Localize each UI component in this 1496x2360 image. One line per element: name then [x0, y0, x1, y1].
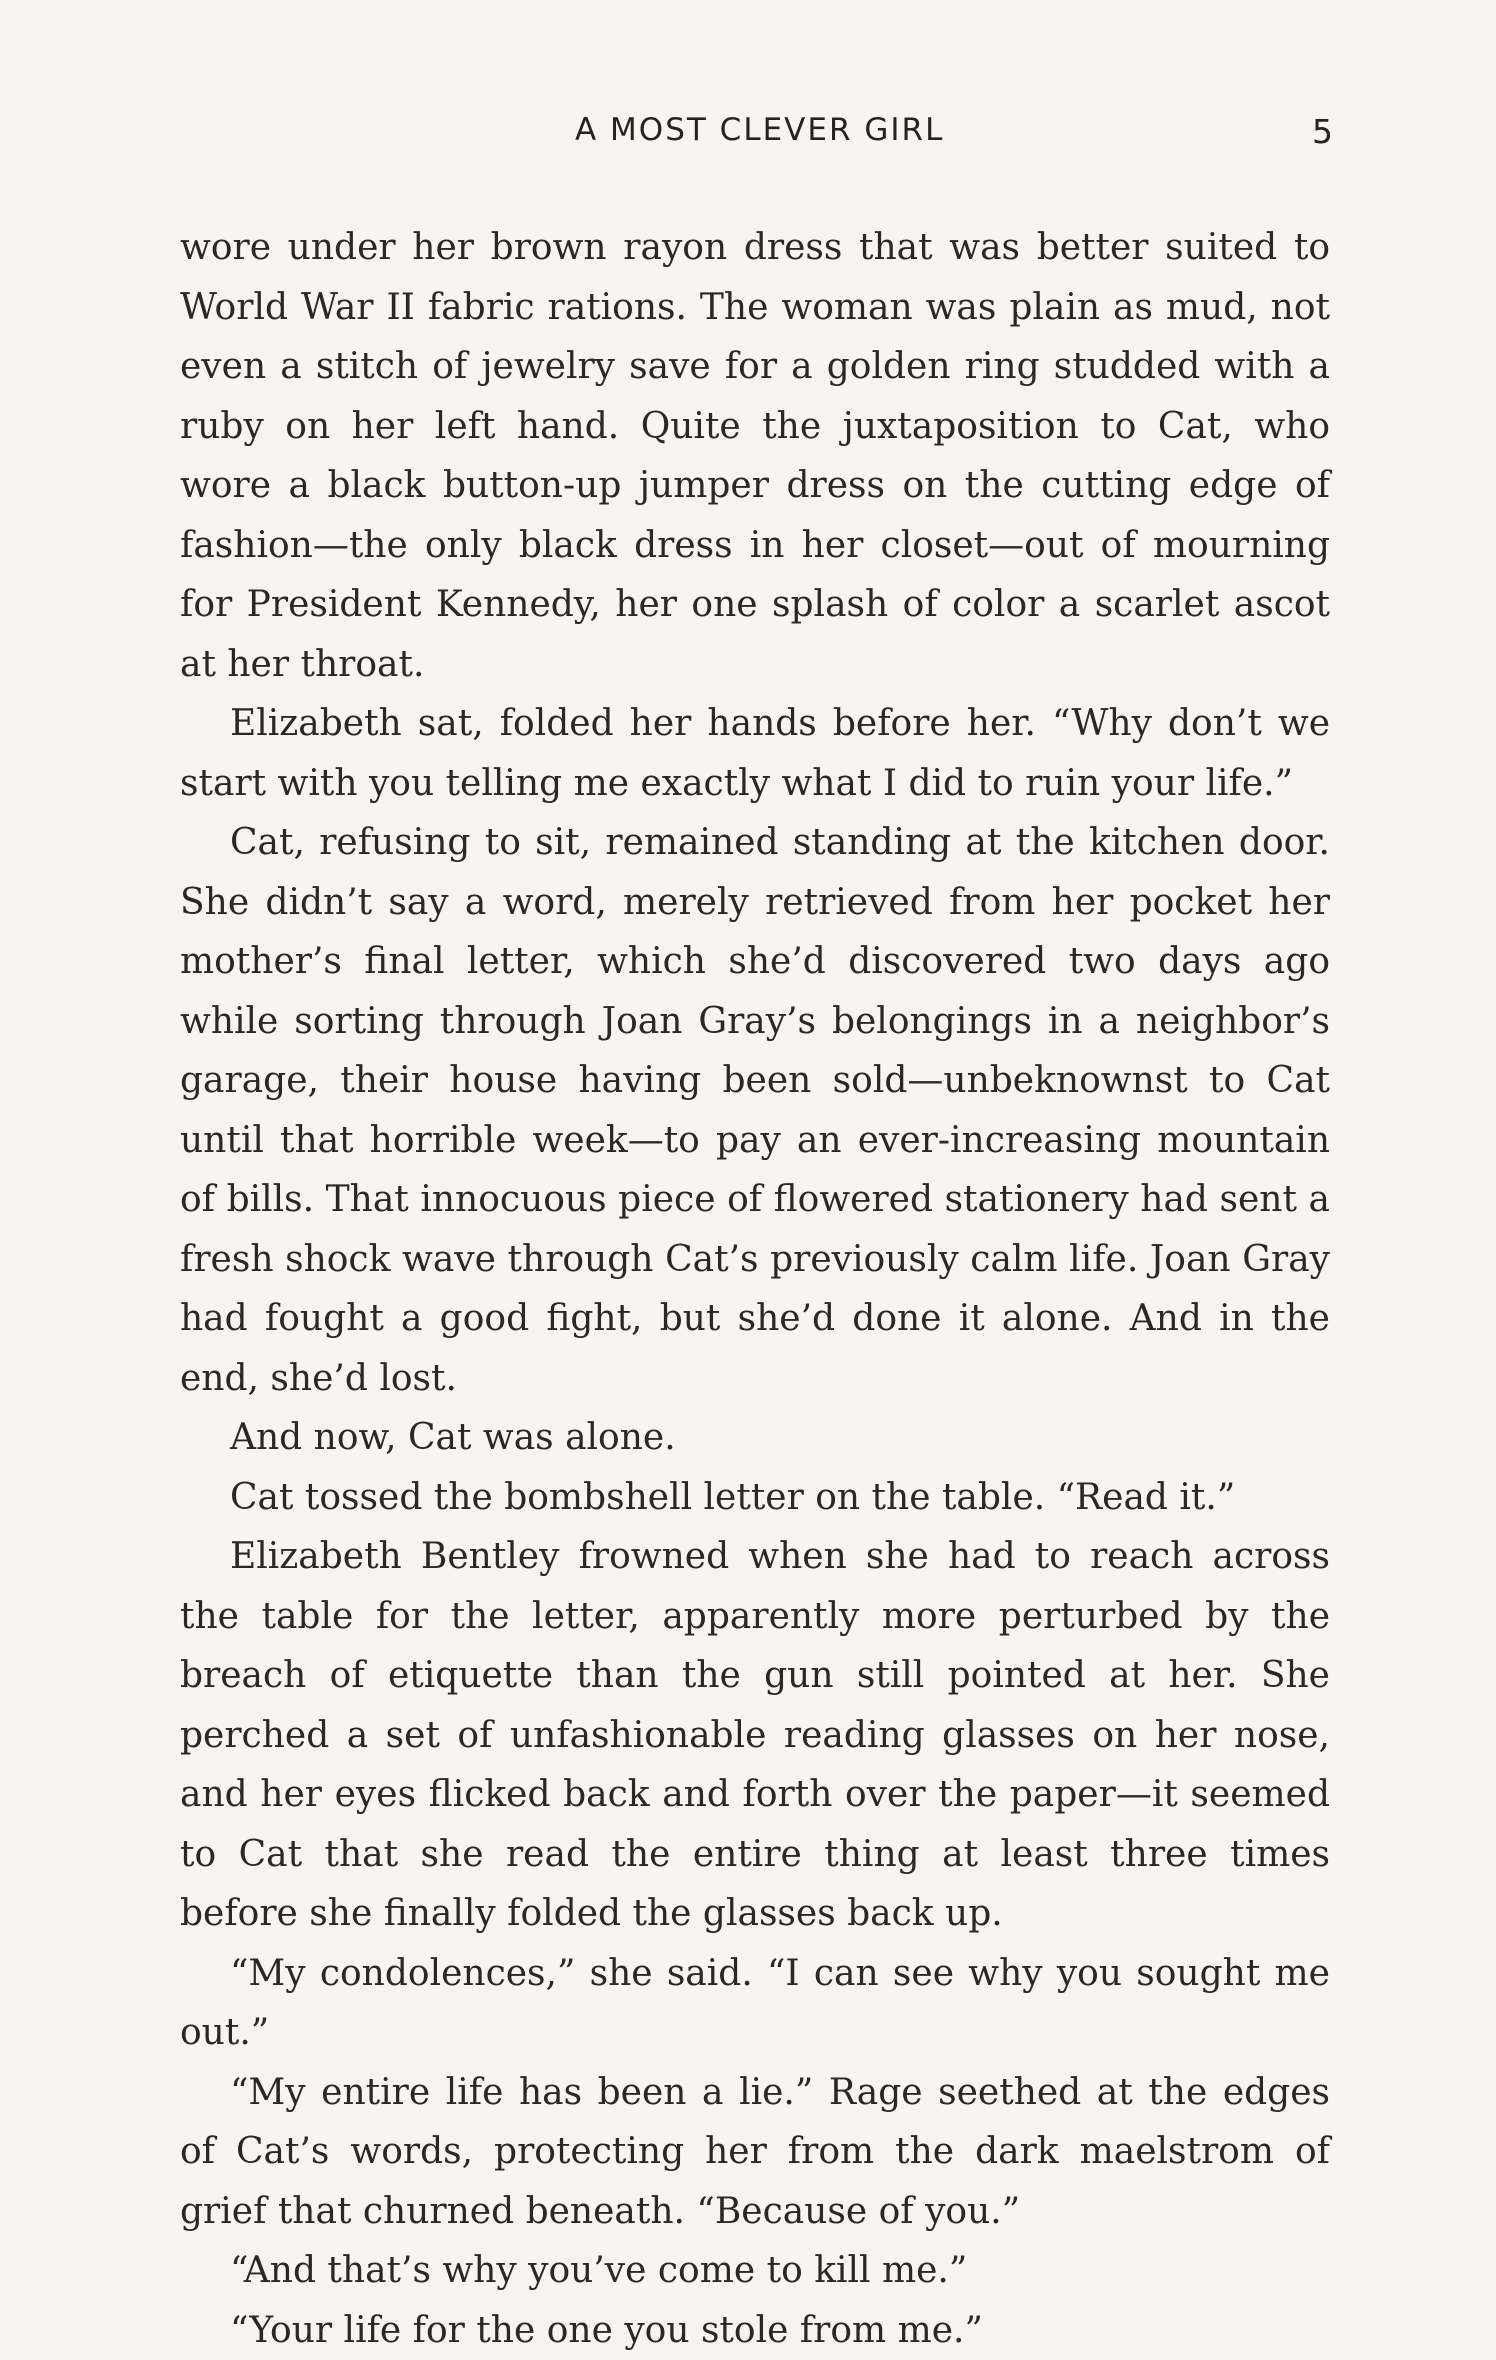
running-header [0, 112, 1496, 162]
running-title: A MOST CLEVER GIRL [575, 112, 944, 148]
paragraph: “My entire life has been a lie.” Rage seethed at the edges of Cat’s words, protecting her from the dark maelstrom of grief that churned beneath. “Because of you.” [180, 2063, 1330, 2242]
page-number: 5 [1312, 112, 1333, 151]
paragraph: And now, Cat was alone. [180, 1408, 1330, 1468]
paragraph: “And that’s why you’ve come to kill me.” [180, 2241, 1330, 2301]
body-text [180, 218, 1330, 2360]
paragraph: Cat tossed the bombshell letter on the table. “Read it.” [180, 1468, 1330, 1528]
paragraph: Elizabeth sat, folded her hands before her. “Why don’t we start with you telling me exactly what I did to ruin your life.” [180, 694, 1330, 813]
paragraph: Cat, refusing to sit, remained standing at the kitchen door. She didn’t say a word, merely retrieved from her pocket her mother’s final letter, which she’d discovered two days ago while sorting through Joan Gray’s belongings in a neighbor’s garage, their house having been sold—unbeknownst to Cat until that horrible week—to pay an ever-increasing mountain of bills. That innocuous piece of flowered stationery had sent a fresh shock wave through Cat’s previously calm life. Joan Gray had fought a good fight, but she’d done it alone. And in the end, she’d lost. [180, 813, 1330, 1408]
paragraph: wore under her brown rayon dress that was better suited to World War II fabric rations. The woman was plain as mud, not even a stitch of jewelry save for a golden ring studded with a ruby on her left hand. Quite the juxtaposition to Cat, who wore a black button-up jumper dress on the cutting edge of fashion—the only black dress in her closet—out of mourning for President Kennedy, her one splash of color a scarlet ascot at her throat. [180, 218, 1330, 694]
paragraph: Elizabeth Bentley frowned when she had to reach across the table for the letter, apparently more perturbed by the breach of etiquette than the gun still pointed at her. She perched a set of unfashionable reading glasses on her nose, and her eyes flicked back and forth over the paper—it seemed to Cat that she read the entire thing at least three times before she finally folded the glasses back up. [180, 1527, 1330, 1944]
paragraph: “Your life for the one you stole from me.” [180, 2301, 1330, 2360]
paragraph: “My condolences,” she said. “I can see why you sought me out.” [180, 1944, 1330, 2063]
